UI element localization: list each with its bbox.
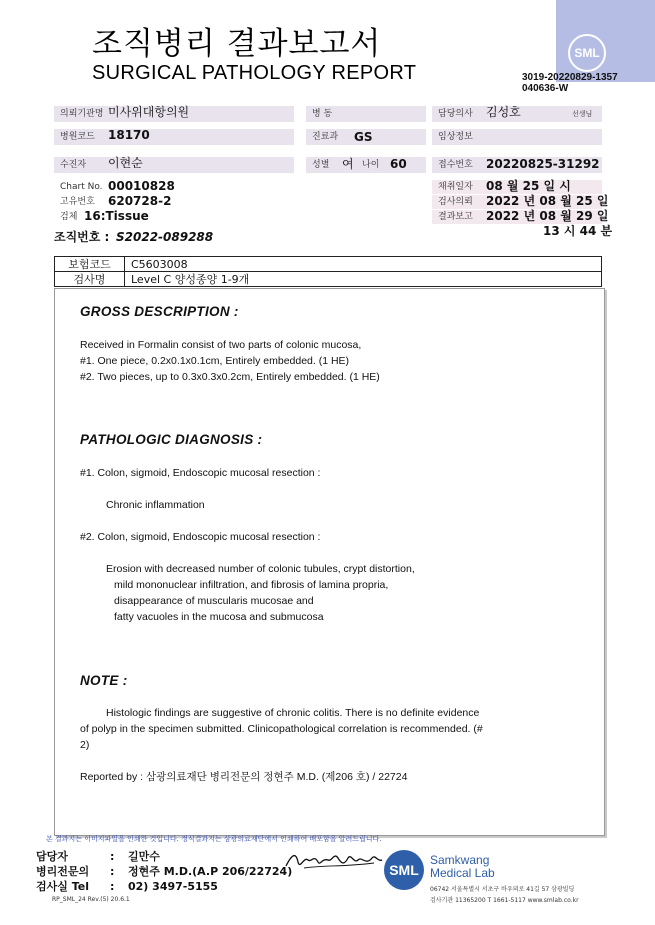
diagnosis-1-site: #1. Colon, sigmoid, Endoscopic mucosal resection : bbox=[80, 467, 321, 479]
doctor-value: 김성호 bbox=[486, 105, 521, 119]
collect-label: 채취일자 bbox=[438, 182, 473, 192]
gross-title: GROSS DESCRIPTION : bbox=[80, 304, 239, 319]
reception-label: 접수번호 bbox=[432, 157, 602, 173]
unique-label: 고유번호 bbox=[60, 197, 95, 207]
insurance-code-value: C5603008 bbox=[125, 257, 602, 272]
gross-line: #2. Two pieces, up to 0.3x0.3x0.2cm, Entirely embedded. (1 HE) bbox=[80, 371, 380, 383]
lab-name-line1: Samkwang bbox=[430, 853, 490, 867]
lab-contact: 검사기관 11365200 T 1661-5117 www.smlab.co.kr bbox=[430, 897, 579, 904]
gross-line: #1. One piece, 0.2x0.1x0.1cm, Entirely embedded. (1 HE) bbox=[80, 355, 350, 367]
note-line: 2) bbox=[80, 739, 90, 751]
doctor-label: 담당의사 bbox=[432, 106, 602, 122]
hospital-code-value: 18170 bbox=[108, 128, 150, 142]
pathologist-value: 정현주 M.D.(A.P 206/22724) bbox=[128, 865, 293, 878]
lab-tel-colon: : bbox=[110, 880, 115, 893]
signature-image bbox=[284, 848, 384, 874]
sml-logo-footer: SML bbox=[384, 850, 424, 890]
test-table bbox=[54, 256, 602, 287]
report-id-line1: 3019-20220829-1357 bbox=[522, 72, 618, 83]
diagnosis-2-line: fatty vacuoles in the mucosa and submucosa bbox=[114, 611, 324, 623]
lab-name bbox=[430, 854, 495, 880]
result-value: 2022 년 08 월 29 일 bbox=[486, 209, 609, 223]
result-label: 결과보고 bbox=[438, 212, 473, 222]
lab-tel-value: 02) 3497-5155 bbox=[128, 880, 218, 893]
report-id bbox=[522, 72, 618, 94]
diagnosis-1-finding: Chronic inflammation bbox=[106, 499, 205, 511]
diagnosis-2-site: #2. Colon, sigmoid, Endoscopic mucosal resection : bbox=[80, 531, 321, 543]
unique-value: 620728-2 bbox=[108, 194, 172, 208]
chart-label: Chart No. bbox=[60, 182, 103, 192]
test-name-value: Level C 양성종양 1-9개 bbox=[125, 272, 602, 287]
reception-value: 20220825-31292 bbox=[486, 157, 600, 171]
manager-label: 담당자 bbox=[36, 850, 68, 863]
age-label: 나이 bbox=[362, 160, 380, 170]
institution-value: 미사위대항의원 bbox=[108, 105, 190, 119]
note-line: of polyp in the specimen submitted. Clinicopathological correlation is recommended. (# bbox=[80, 723, 483, 735]
pathologist-label: 병리전문의 bbox=[36, 865, 90, 878]
diagnosis-2-line: mild mononuclear infiltration, and fibrosis of lamina propria, bbox=[114, 579, 389, 591]
dept-value: GS bbox=[354, 130, 373, 144]
requested-label: 검사의뢰 bbox=[438, 197, 473, 207]
tissue-no-label: 조직번호 : bbox=[54, 230, 110, 244]
title-korean: 조직병리 결과보고서 bbox=[92, 26, 382, 62]
gross-line: Received in Formalin consist of two parts of colonic mucosa, bbox=[80, 339, 362, 351]
form-revision: RP_SML_24 Rev.(5) 20.6.1 bbox=[52, 896, 130, 903]
sml-logo-header: SML bbox=[568, 34, 606, 72]
institution-label: 의뢰기관명 bbox=[54, 106, 294, 122]
report-id-line2: 040636-W bbox=[522, 83, 569, 94]
result-time: 13 시 44 분 bbox=[543, 224, 613, 238]
hospital-code-label: 병원코드 bbox=[54, 129, 294, 145]
test-name-label: 검사명 bbox=[55, 272, 125, 287]
dept-label: 진료과 bbox=[306, 129, 426, 145]
patient-label: 수진자 bbox=[54, 157, 294, 173]
manager-colon: : bbox=[110, 850, 115, 863]
requested-value: 2022 년 08 월 25 일 bbox=[486, 194, 609, 208]
tissue-no-value: S2022-089288 bbox=[116, 230, 214, 244]
specimen-value: 16:Tissue bbox=[84, 209, 149, 223]
diagnosis-title: PATHOLOGIC DIAGNOSIS : bbox=[80, 432, 263, 447]
chart-value: 00010828 bbox=[108, 179, 175, 193]
pathologist-colon: : bbox=[110, 865, 115, 878]
insurance-code-label: 보험코드 bbox=[55, 257, 125, 272]
age-value: 60 bbox=[390, 157, 407, 171]
table-row bbox=[55, 272, 602, 287]
manager-value: 길만수 bbox=[128, 850, 160, 863]
reported-by: Reported by : 삼광의료재단 병리전문의 정현주 M.D. (제206 호) / 22724 bbox=[80, 771, 408, 783]
lab-address: 06742 서울특별시 서초구 바우뫼로 41길 57 삼광빌딩 bbox=[430, 886, 575, 893]
diagnosis-2-line: disappearance of muscularis mucosae and bbox=[114, 595, 314, 607]
print-notice: 본 결과지는 이미지파일을 인쇄한 것입니다. 정식결과지는 삼광의료재단에서 인쇄하여 배포함을 알려드립니다. bbox=[46, 835, 382, 843]
diagnosis-2-line: Erosion with decreased number of colonic tubules, crypt distortion, bbox=[106, 563, 415, 575]
collect-value: 08 월 25 일 시 bbox=[486, 179, 571, 193]
table-row bbox=[55, 257, 602, 272]
note-title: NOTE : bbox=[80, 673, 128, 688]
doctor-suffix: 선생님 bbox=[572, 110, 593, 118]
lab-tel-label: 검사실 Tel bbox=[36, 880, 89, 893]
patient-value: 이현순 bbox=[108, 156, 143, 170]
clinical-info-label: 임상정보 bbox=[432, 129, 602, 145]
sex-value: 여 bbox=[342, 157, 354, 171]
specimen-label: 검체 bbox=[60, 212, 78, 222]
title-english: SURGICAL PATHOLOGY REPORT bbox=[92, 62, 417, 84]
note-line: Histologic findings are suggestive of chronic colitis. There is no definite evidence bbox=[106, 707, 480, 719]
lab-name-line2: Medical Lab bbox=[430, 866, 495, 880]
sex-label: 성별 bbox=[306, 157, 426, 173]
ward-label: 병 동 bbox=[306, 106, 426, 122]
